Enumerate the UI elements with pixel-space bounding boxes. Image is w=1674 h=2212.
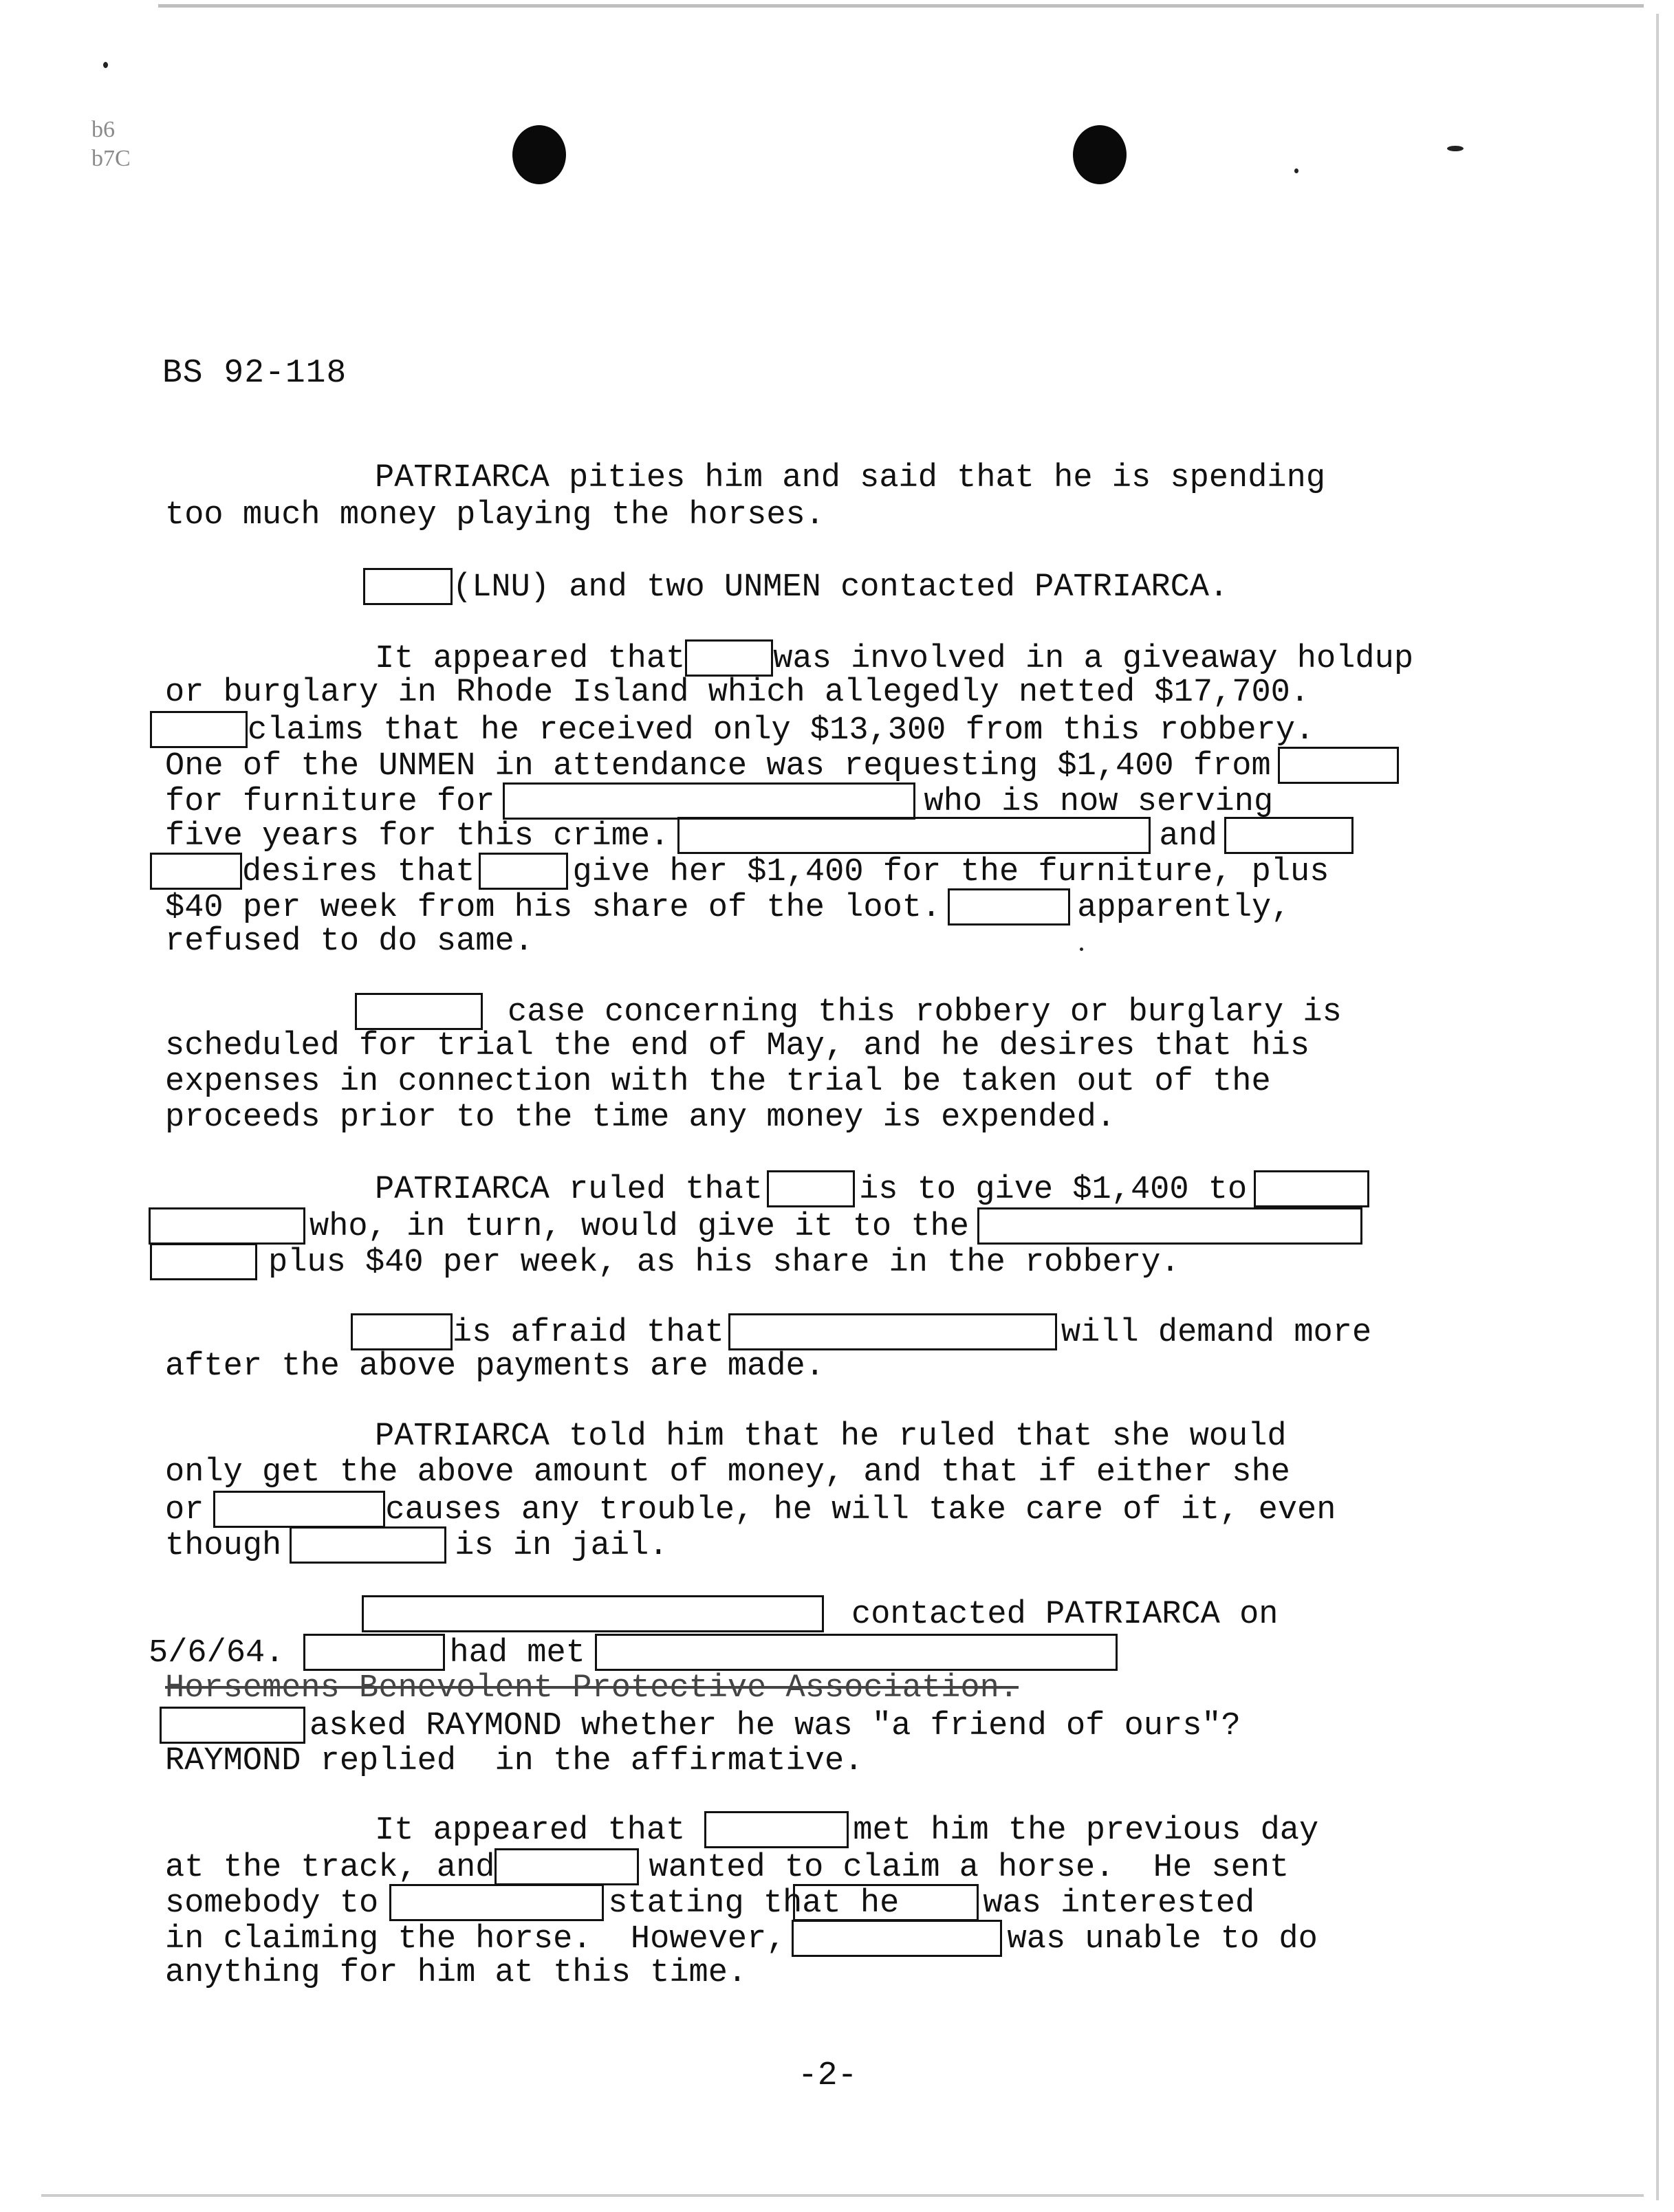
redaction-box <box>149 1207 305 1245</box>
text-line: scheduled for trial the end of May, and he desires that his <box>165 1028 1310 1064</box>
redaction-box <box>792 1920 1002 1957</box>
text-line: expenses in connection with the trial be taken out of the <box>165 1064 1271 1100</box>
redaction-box <box>290 1526 446 1564</box>
text-line: in claiming the horse. However, was unable to do <box>165 1921 1318 1958</box>
punch-hole-left <box>512 125 566 184</box>
scan-top-edge <box>158 4 1644 8</box>
text-line: anything for him at this time. <box>165 1955 748 1991</box>
text-line: or burglary in Rhode Island which allegedly netted $17,700. <box>165 675 1310 711</box>
exemption-code: b6 <box>91 117 115 142</box>
redaction-box <box>793 1884 979 1921</box>
text-line: though is in jail. <box>165 1528 668 1564</box>
text-line: contacted PATRIARCA on <box>362 1595 1279 1633</box>
redaction-box <box>948 888 1070 926</box>
scan-right-edge <box>1656 14 1659 2200</box>
text-line: for furniture for who is now serving <box>165 784 1274 820</box>
redaction-box <box>351 1313 453 1350</box>
text-line: asked RAYMOND whether he was "a friend of ours"? <box>160 1707 1241 1744</box>
text-line: case concerning this robbery or burglary is <box>355 993 1342 1031</box>
redaction-box <box>150 711 248 748</box>
redaction-box <box>1254 1170 1369 1207</box>
text-line: who, in turn, would give it to the <box>149 1207 1362 1245</box>
text-line: PATRIARCA told him that he ruled that she would <box>375 1419 1287 1455</box>
page-number: -2- <box>798 2057 858 2094</box>
text-line: One of the UNMEN in attendance was requesting $1,400 from <box>165 747 1399 785</box>
text-line: plus $40 per week, as his share in the robbery. <box>150 1243 1180 1281</box>
redaction-box <box>150 1243 257 1280</box>
redaction-box <box>150 853 242 890</box>
redaction-box <box>1224 817 1354 854</box>
redaction-box <box>355 993 483 1030</box>
redaction-box <box>1278 747 1399 784</box>
redaction-box <box>677 817 1151 854</box>
text-line: 5/6/64. had met <box>149 1634 1118 1672</box>
text-line: at the track, and wanted to claim a horse. He sent <box>165 1850 1290 1886</box>
scan-speck <box>103 62 108 68</box>
redaction-box <box>363 568 453 605</box>
redaction-box <box>685 639 773 677</box>
exemption-code: b7C <box>91 146 131 171</box>
redaction-box <box>767 1170 855 1207</box>
text-line: PATRIARCA ruled that is to give $1,400 to <box>375 1170 1369 1208</box>
punch-hole-right <box>1073 125 1127 184</box>
text-line: $40 per week from his share of the loot. apparently, <box>165 890 1291 926</box>
redaction-box <box>160 1707 305 1744</box>
text-line: too much money playing the horses. <box>165 497 825 534</box>
text-line: somebody to stating that he was interested <box>165 1885 1255 1922</box>
redaction-box <box>704 1811 849 1848</box>
file-number: BS 92-118 <box>162 355 347 392</box>
redaction-box <box>389 1884 604 1921</box>
redaction-box <box>977 1207 1362 1245</box>
text-line: PATRIARCA pities him and said that he is spending <box>375 460 1326 496</box>
redaction-box <box>595 1634 1118 1671</box>
text-line: desires that give her $1,400 for the furniture, plus <box>150 853 1329 890</box>
text-line-struck: Horsemens Benevolent Protective Association. <box>165 1670 1019 1707</box>
text-line: proceeds prior to the time any money is expended. <box>165 1099 1116 1136</box>
scan-mark <box>1447 146 1464 151</box>
redaction-box <box>728 1313 1057 1350</box>
redaction-box <box>213 1491 385 1528</box>
redaction-box <box>303 1634 445 1671</box>
scan-bottom-edge <box>41 2194 1644 2197</box>
text-line: refused to do same. <box>165 923 534 960</box>
text-line: RAYMOND replied in the affirmative. <box>165 1743 864 1780</box>
text-line: only get the above amount of money, and that if either she <box>165 1454 1290 1491</box>
text-line: or causes any trouble, he will take care of it, even <box>165 1492 1336 1529</box>
text-line: claims that he received only $13,300 from this robbery. <box>150 711 1314 749</box>
redaction-box <box>362 1595 824 1632</box>
text-line: is afraid that will demand more <box>351 1313 1371 1351</box>
text-line: It appeared that was involved in a giveaway holdup <box>375 641 1414 677</box>
foia-exemption-codes <box>91 116 131 173</box>
redaction-box <box>494 1848 639 1885</box>
text-line: after the above payments are made. <box>165 1348 825 1385</box>
text-line: (LNU) and two UNMEN contacted PATRIARCA. <box>363 568 1228 606</box>
text-line: It appeared that met him the previous day <box>375 1813 1319 1849</box>
redaction-box <box>503 782 915 820</box>
scan-speck <box>1080 948 1083 951</box>
scan-speck <box>1294 168 1298 173</box>
redaction-box <box>479 853 568 890</box>
text-line: five years for this crime. and <box>165 817 1354 855</box>
